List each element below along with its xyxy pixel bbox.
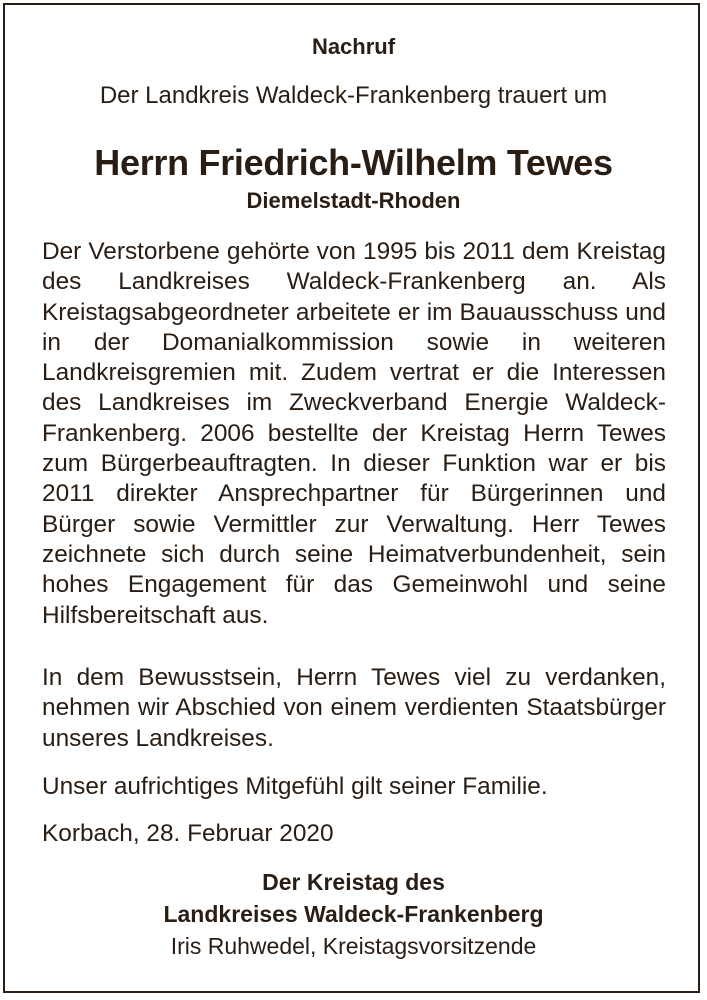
notice-intro: Der Landkreis Waldeck-Frankenberg trauert um (99, 82, 608, 109)
deceased-place: Diemelstadt-Rhoden (246, 188, 461, 213)
obituary-paragraph-3: Unser aufrichtiges Mitgefühl gilt seiner Familie. (42, 773, 548, 800)
signature-line-2: Landkreises Waldeck-Frankenberg (163, 901, 544, 927)
obituary-paragraph-1: Der Verstorbene gehörte von 1995 bis 2011 dem Kreistag des Landkreises Waldeck-Frankenberg an. Als Kreistagsabgeordneter arbeitete er im Bauausschuss und in der Domanialkommission sowie in weiteren Landkreisgremien mit. Zudem vertrat er die Interessen des Landkreises im Zweckverband Energie Waldeck-Frankenberg. 2006 bestellte der Kreistag Herrn Tewes zum Bürgerbeauftragten. In dieser Funktion war er bis 2011 direkter Ansprechpartner für Bürgerinnen und Bürger sowie Vermittler zur Verwaltung. Herr Tewes zeichnete sich durch seine Heimatverbundenheit, sein hohes Engagement für das Gemeinwohl und seine Hilfsbereitschaft aus. (42, 238, 666, 629)
place-date: Korbach, 28. Februar 2020 (42, 820, 334, 847)
signature-line-3: Iris Ruhwedel, Kreistagsvorsitzende (170, 933, 537, 959)
signature-line-1: Der Kreistag des (262, 869, 445, 895)
notice-title: Nachruf (311, 34, 396, 59)
deceased-name: Herrn Friedrich-Wilhelm Tewes (94, 142, 613, 183)
obituary-paragraph-2: In dem Bewusstsein, Herrn Tewes viel zu verdanken, nehmen wir Abschied von einem verdienten Staatsbürger unseres Landkreises. (42, 664, 666, 752)
